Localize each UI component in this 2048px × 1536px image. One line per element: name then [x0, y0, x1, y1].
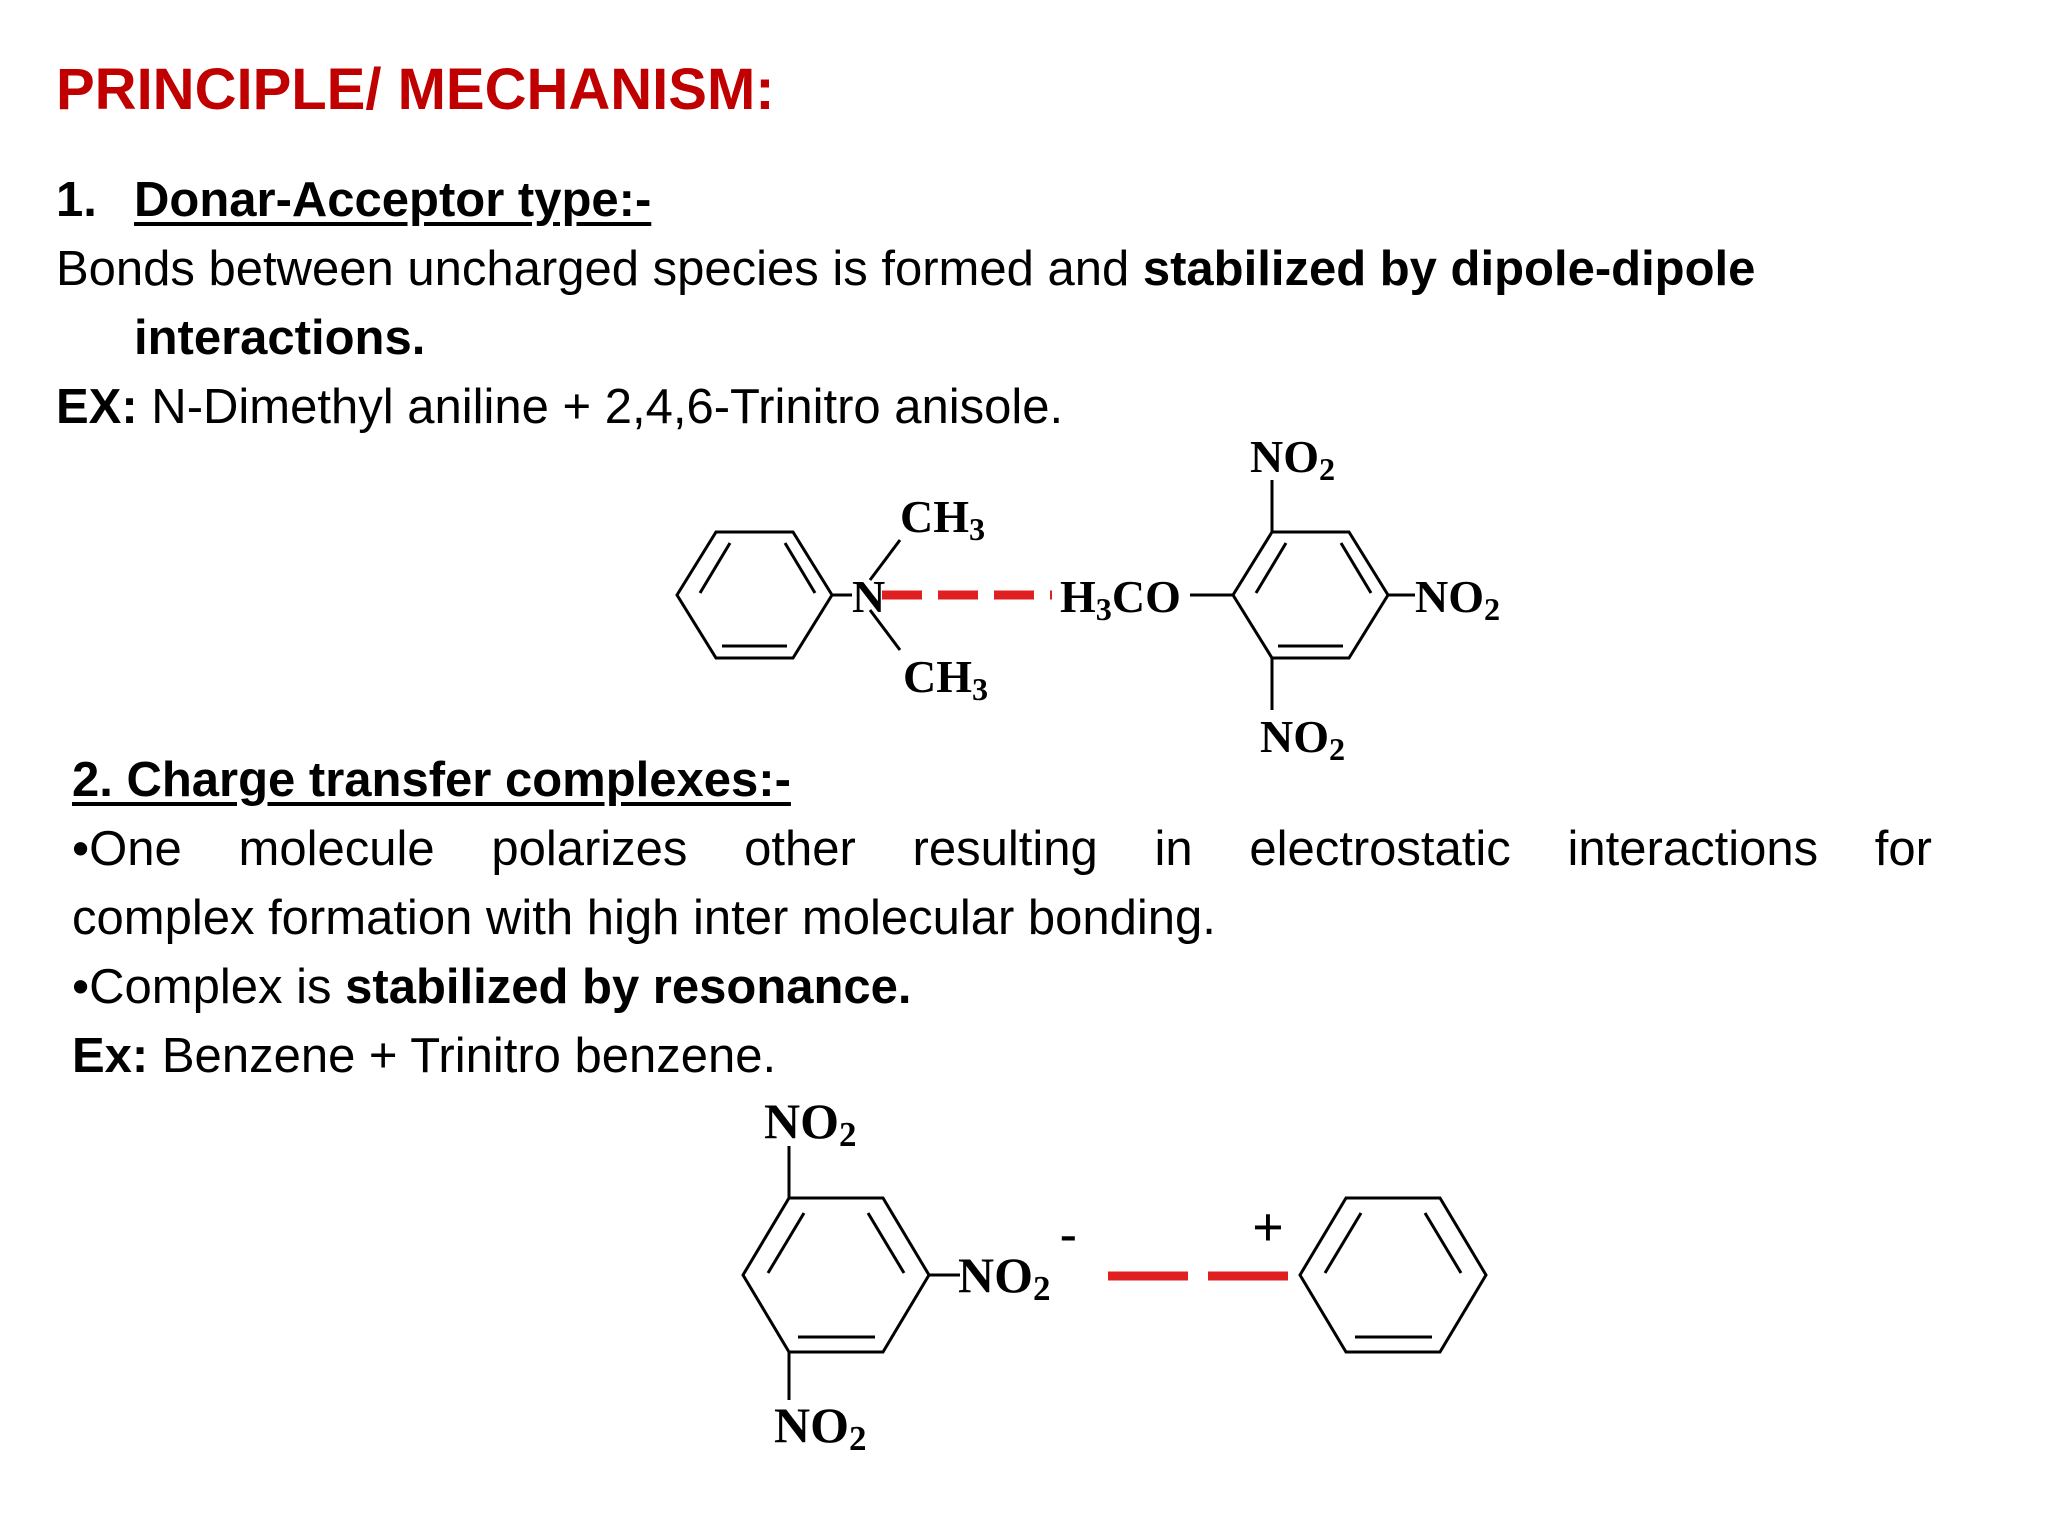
- diagram-dimethylaniline-trinitroanisole: [660, 430, 1540, 780]
- section-2-bullet-2-text: •Complex is: [72, 960, 346, 1014]
- section-2-example: [72, 1022, 1932, 1091]
- h3co-label: H3CO: [1060, 571, 1181, 627]
- benzene-ring-anisole: [1190, 480, 1415, 710]
- section-1-heading: Donar-Acceptor type:-: [134, 173, 652, 227]
- section-1-emphasis: stabilized by dipole-dipole: [1142, 242, 1756, 296]
- no2-bottom-label: NO2: [774, 1397, 867, 1458]
- nitrogen-label: N: [852, 571, 886, 622]
- no2-top-label: NO2: [764, 1100, 857, 1154]
- section-2-bullet-1: •One molecule polarizes other resulting in electrostatic interactions for: [72, 822, 1932, 876]
- section-1-emphasis-cont: interactions.: [134, 311, 426, 365]
- plus-sign: +: [1252, 1197, 1284, 1259]
- section-1-description: [56, 235, 1956, 304]
- section-2-bullet-2: [72, 953, 1932, 1022]
- section-2-bullet-1-cont: complex formation with high inter molecular bonding.: [72, 891, 1216, 945]
- ch3-bottom-label: CH3: [903, 651, 989, 707]
- section-donor-acceptor: [56, 166, 1956, 442]
- section-1-number: 1.: [56, 173, 97, 227]
- minus-sign: -: [1060, 1205, 1077, 1261]
- no2-mid-label: NO2: [958, 1247, 1051, 1308]
- ch3-top-label: CH3: [900, 491, 986, 547]
- section-charge-transfer: [72, 746, 1932, 1091]
- no2-top-label: NO2: [1250, 431, 1336, 487]
- section-2-heading-line: [72, 746, 1932, 815]
- benzene-ring-aniline: [677, 532, 832, 658]
- section-1-example-text: N-Dimethyl aniline + 2,4,6-Trinitro anisole.: [137, 380, 1064, 434]
- benzene-ring: [1300, 1198, 1486, 1352]
- section-2-bullet-2-emphasis: stabilized by resonance.: [345, 960, 912, 1014]
- section-1-example-label: EX:: [56, 380, 138, 434]
- section-1-text: Bonds between uncharged species is formed and: [56, 242, 1143, 296]
- diagram-benzene-trinitrobenzene: [720, 1100, 1620, 1460]
- no2-bottom-label: NO2: [1260, 711, 1346, 767]
- section-1-heading-line: [56, 166, 1956, 235]
- slide-title: PRINCIPLE/ MECHANISM:: [56, 57, 775, 122]
- section-2-example-label: Ex:: [72, 1029, 149, 1083]
- section-2-heading: 2. Charge transfer complexes:-: [72, 753, 791, 807]
- no2-right-label: NO2: [1415, 571, 1501, 627]
- trinitrobenzene-ring: [743, 1146, 960, 1400]
- section-1-description-cont: [56, 304, 1956, 373]
- section-2-example-text: Benzene + Trinitro benzene.: [148, 1029, 777, 1083]
